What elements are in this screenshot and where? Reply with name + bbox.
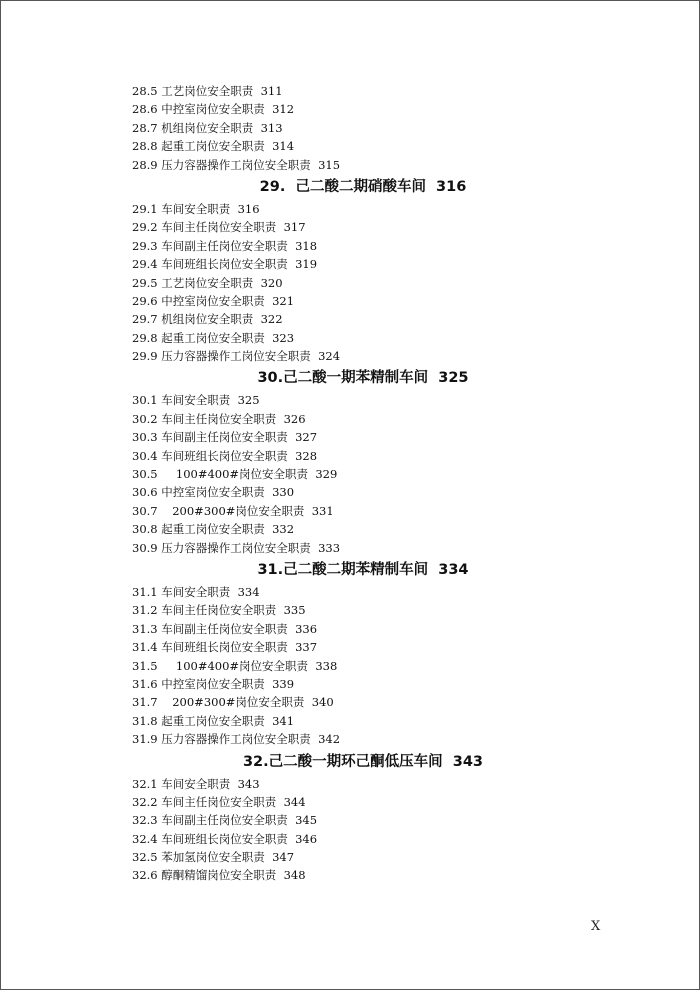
toc-entry: 32.1 车间安全职责 343	[132, 776, 260, 791]
page-number: Ⅹ	[591, 919, 601, 934]
toc-entry: 32.3 车间副主任岗位安全职责 345	[132, 813, 318, 828]
toc-entry: 28.9 压力容器操作工岗位安全职责 315	[132, 157, 341, 172]
toc-entry: 31.2 车间主任岗位安全职责 335	[132, 603, 306, 618]
toc-entry: 31.3 车间副主任岗位安全职责 336	[132, 621, 318, 636]
toc-entry: 32.6 醇酮精馏岗位安全职责 348	[132, 868, 306, 883]
toc-entry: 29.9 压力容器操作工岗位安全职责 324	[132, 349, 341, 364]
toc-entry: 29.2 车间主任岗位安全职责 317	[132, 220, 306, 235]
toc-entry: 28.5 工艺岗位安全职责 311	[132, 84, 283, 98]
toc-entry: 30.5 100#400#岗位安全职责 329	[132, 467, 338, 482]
toc-entry: 31.8 起重工岗位安全职责 341	[132, 713, 295, 728]
toc-entry: 32.2 车间主任岗位安全职责 344	[132, 794, 306, 809]
toc-entry: 31.7 200#300#岗位安全职责 340	[132, 695, 334, 710]
toc-section-heading: 31.己二酸二期苯精制车间 334	[257, 561, 469, 578]
toc-entry: 28.8 起重工岗位安全职责 314	[132, 139, 295, 154]
toc-entry: 31.9 压力容器操作工岗位安全职责 342	[132, 732, 341, 747]
toc-entry: 30.6 中控室岗位安全职责 330	[132, 485, 295, 500]
toc-entry: 30.2 车间主任岗位安全职责 326	[132, 411, 306, 426]
toc-entry: 31.5 100#400#岗位安全职责 338	[132, 658, 338, 673]
toc-entry: 30.3 车间副主任岗位安全职责 327	[132, 430, 318, 445]
toc-section-heading: 30.己二酸一期苯精制车间 325	[257, 370, 469, 387]
toc-entry: 31.6 中控室岗位安全职责 339	[132, 676, 295, 691]
toc-entry: 30.9 压力容器操作工岗位安全职责 333	[132, 540, 341, 555]
toc-entry: 29.7 机组岗位安全职责 322	[132, 312, 283, 327]
toc-entry: 29.8 起重工岗位安全职责 323	[132, 330, 295, 345]
toc-section-heading: 32.己二酸一期环己酮低压车间 343	[242, 753, 484, 770]
toc-entry: 29.3 车间副主任岗位安全职责 318	[132, 238, 318, 253]
toc-entry: 30.1 车间安全职责 325	[132, 393, 260, 408]
toc-entry: 31.4 车间班组长岗位安全职责 337	[132, 640, 318, 655]
toc-entry: 30.4 车间班组长岗位安全职责 328	[132, 448, 318, 463]
toc-entry: 29.5 工艺岗位安全职责 320	[132, 275, 283, 290]
toc-entry: 29.6 中控室岗位安全职责 321	[132, 293, 295, 308]
toc-entry: 29.1 车间安全职责 316	[132, 201, 260, 216]
toc-entry: 31.1 车间安全职责 334	[132, 584, 260, 599]
toc-entry: 32.4 车间班组长岗位安全职责 346	[132, 831, 318, 846]
toc-entry: 29.4 车间班组长岗位安全职责 319	[132, 257, 318, 272]
toc-entry: 32.5 苯加氢岗位安全职责 347	[132, 850, 295, 865]
toc-section-heading: 29. 己二酸二期硝酸车间 316	[259, 178, 467, 195]
toc-entry: 30.8 起重工岗位安全职责 332	[132, 522, 295, 537]
toc-entry: 30.7 200#300#岗位安全职责 331	[132, 503, 334, 518]
table-of-contents	[132, 82, 652, 885]
toc-entry: 28.6 中控室岗位安全职责 312	[132, 102, 295, 117]
toc-entry: 28.7 机组岗位安全职责 313	[132, 120, 283, 135]
